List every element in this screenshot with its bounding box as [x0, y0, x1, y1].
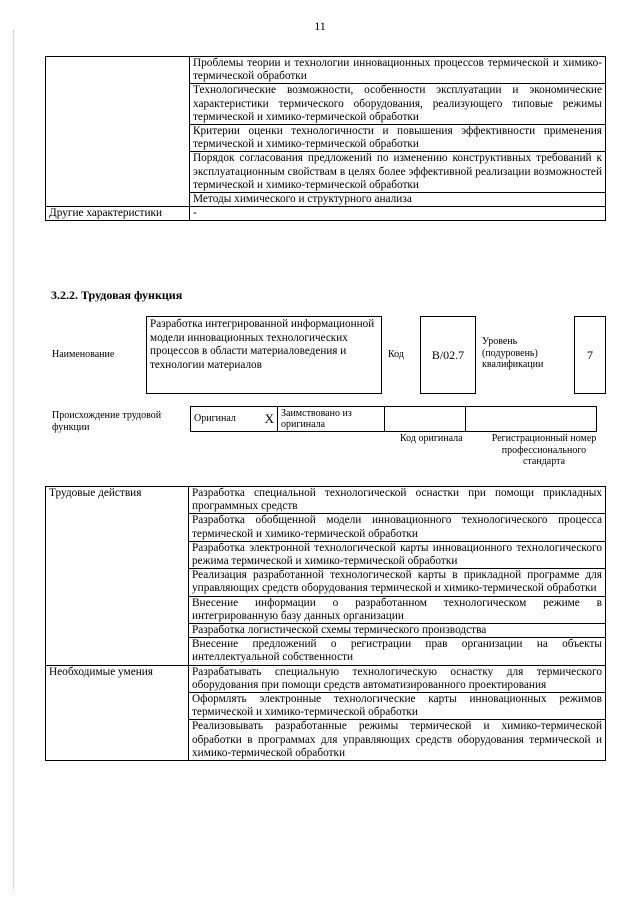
table-cell: Разработка электронной технологической карты инновационного технологического режима термической и химико-термической обработки [189, 541, 606, 568]
table-cell: - [190, 207, 606, 221]
table-row [46, 125, 606, 152]
table-cell: Реализовывать разработанные режимы термической и химико-термической обработки в программах для управляющих средств оборудования термической и химико-термической обработки [189, 720, 606, 761]
code-original-cell [385, 407, 466, 432]
reg-number-cell [466, 407, 597, 432]
table-cell: Технологические возможности, особенности эксплуатации и экономические характеристики термического оборудования, реализующего типовые режимы термической и химико-термической обработки [190, 84, 606, 125]
table-row [46, 84, 606, 125]
table-row [46, 207, 606, 221]
code-label: Код [388, 349, 404, 360]
row-label: Другие характеристики [46, 207, 190, 221]
row-label-empty [46, 193, 190, 207]
table-cell: Разработка специальной технологической оснастки при помощи прикладных программных средств [189, 487, 606, 514]
actions-table [45, 486, 606, 761]
table-row [46, 152, 606, 193]
row-label-empty [46, 125, 190, 152]
table-cell: Внесение предложений о регистрации прав организации на объекты интеллектуальной собственности [189, 638, 606, 665]
knowledge-table [45, 56, 606, 221]
row-label: Необходимые умения [46, 665, 189, 760]
row-label-empty [46, 57, 190, 84]
table-cell: Проблемы теории и технологии инновационных процессов термической и химико-термической обработки [190, 57, 606, 84]
row-label-empty [46, 84, 190, 125]
table-cell: Методы химического и структурного анализа [190, 193, 606, 207]
table-row [46, 487, 606, 514]
original-mark: X [261, 407, 278, 432]
table-row [46, 193, 606, 207]
table-cell: Порядок согласования предложений по изменению конструктивных требований к эксплуатационным свойствам в целях более эффективной реализации возможностей термической и химико-термической обработки [190, 152, 606, 193]
origin-label: Происхождение трудовой функции [52, 410, 162, 433]
level-value-box: 7 [574, 316, 606, 394]
row-label: Трудовые действия [46, 487, 189, 666]
table-row [46, 57, 606, 84]
page-number: 11 [314, 19, 326, 33]
code-value-box: B/02.7 [420, 316, 476, 394]
table-cell: Разрабатывать специальную технологическую оснастку для термического оборудования при помощи средств автоматизированного проектирования [189, 665, 606, 692]
table-row [46, 665, 606, 692]
function-name-box: Разработка интегрированной информационной модели инновационных технологических процессов в области материаловедения и технологии материалов [146, 316, 382, 394]
level-label: Уровень (подуровень) квалификации [482, 336, 544, 370]
reg-number-caption: Регистрационный номер профессионального стандарта [491, 433, 597, 467]
table-cell: Внесение информации о разработанном технологическом режиме в интегрированную базу данных организации [189, 596, 606, 623]
code-original-caption: Код оригинала [400, 433, 463, 444]
original-label: Оригинал [191, 407, 262, 432]
table-cell: Разработка обобщенной модели инновационного технологического процесса термической и химико-термической обработки [189, 514, 606, 541]
table-cell: Оформлять электронные технологические карты инновационных режимов термической и химико-термической обработки [189, 693, 606, 720]
origin-table [190, 406, 597, 432]
row-label-empty [46, 152, 190, 193]
table-cell: Разработка логистической схемы термического производства [189, 624, 606, 638]
name-label: Наименование [52, 349, 115, 360]
section-title: 3.2.2. Трудовая функция [51, 288, 183, 302]
borrowed-label: Заимствовано из оригинала [278, 407, 385, 432]
table-cell: Реализация разработанной технологической карты в прикладной программе для управляющих средств оборудования термической и химико-термической обработки [189, 569, 606, 596]
table-cell: Критерии оценки технологичности и повышения эффективности применения термической и химико-термической обработки [190, 125, 606, 152]
scan-edge-line [13, 30, 15, 890]
